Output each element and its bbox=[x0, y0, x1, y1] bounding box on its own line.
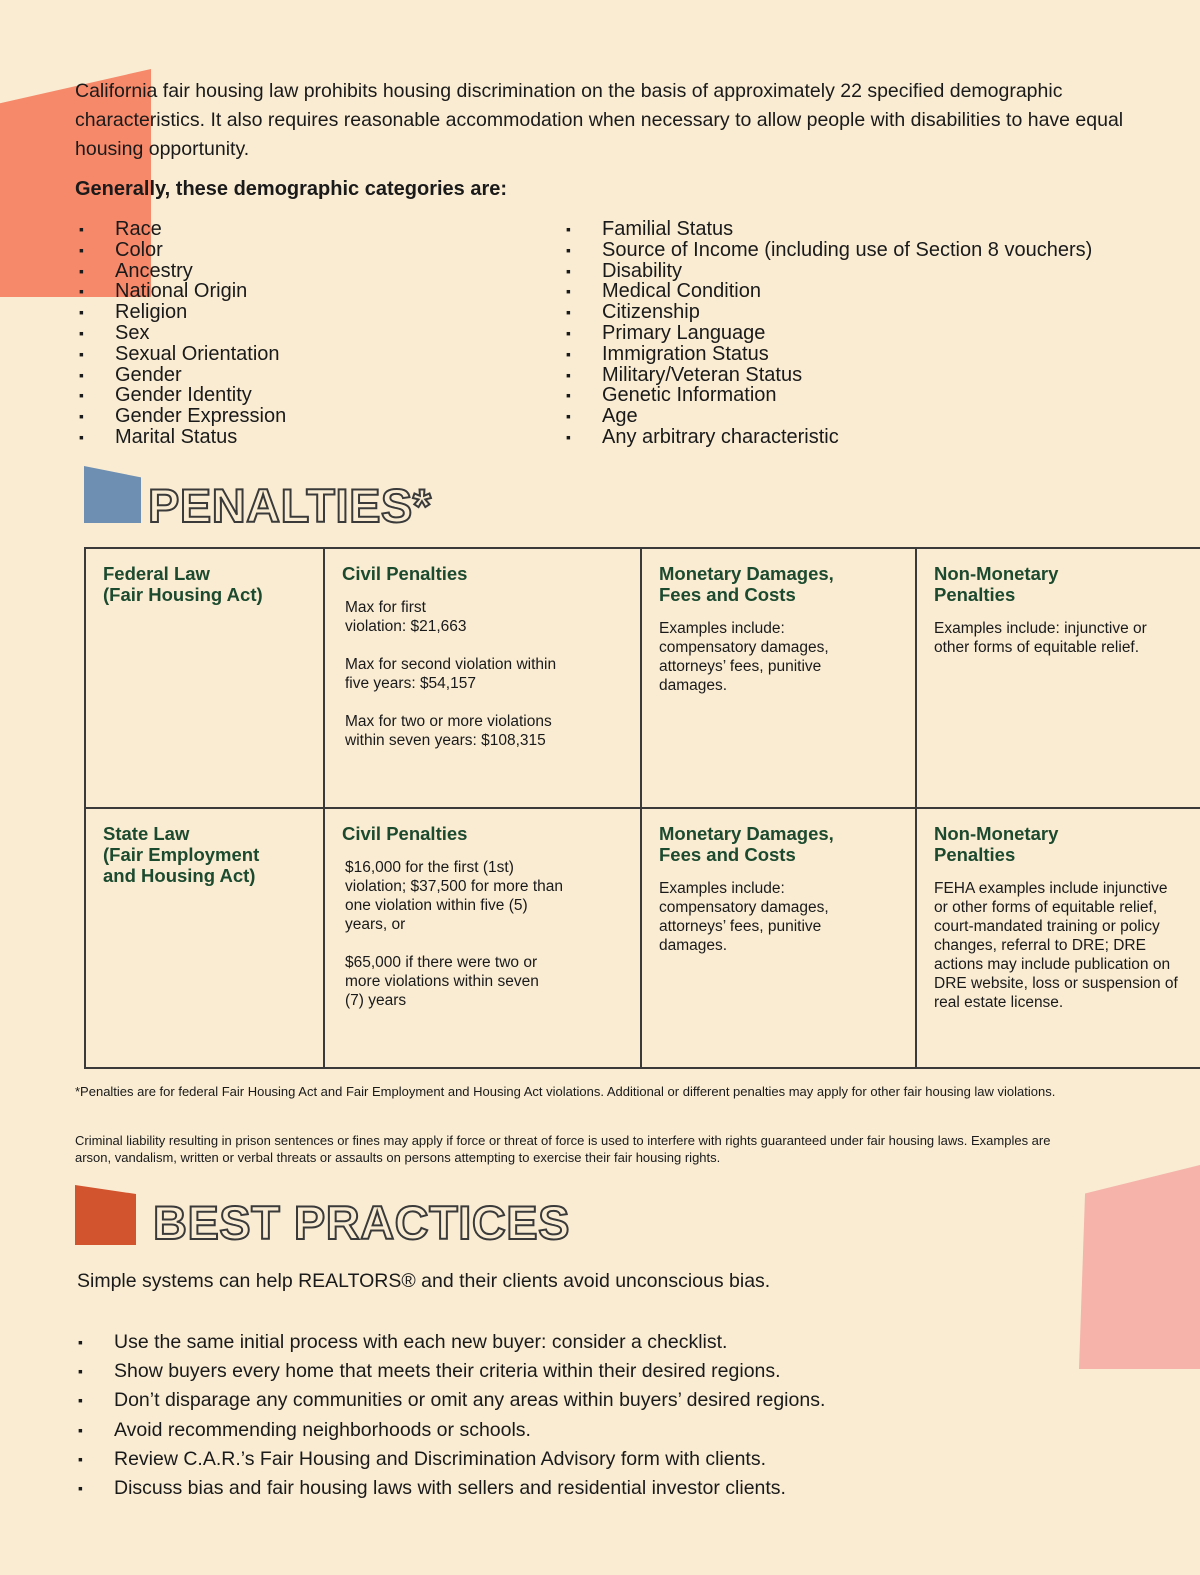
list-item: ▪ Immigration Status bbox=[562, 344, 1092, 365]
list-item: ▪ Familial Status bbox=[562, 219, 1092, 240]
table-row-federal bbox=[85, 548, 1200, 808]
penalties-square-icon bbox=[84, 466, 141, 523]
federal-law-cell bbox=[85, 548, 324, 808]
federal-law-label: Federal Law (Fair Housing Act) bbox=[103, 563, 263, 605]
list-item: ▪ Medical Condition bbox=[562, 281, 1092, 302]
list-item: ▪ Gender bbox=[75, 365, 286, 386]
state-monetary-text: Examples include: compensatory damages, attorneys’ fees, punitive damages. bbox=[659, 880, 829, 954]
list-item: ▪ Military/Veteran Status bbox=[562, 365, 1092, 386]
federal-monetary-text: Examples include: compensatory damages, attorneys’ fees, punitive damages. bbox=[659, 620, 829, 694]
list-item: ▪ Avoid recommending neighborhoods or schools. bbox=[75, 1416, 825, 1445]
federal-nonmonetary-heading: Non-Monetary Penalties bbox=[934, 563, 1059, 605]
list-item: ▪ Sex bbox=[75, 323, 286, 344]
federal-nonmonetary-cell bbox=[916, 548, 1200, 808]
list-item: ▪ Gender Identity bbox=[75, 385, 286, 406]
federal-civil-cell bbox=[324, 548, 641, 808]
intro-paragraph: California fair housing law prohibits housing discrimination on the basis of approximately 22 specified demographic characteristics. It also requires reasonable accommodation when necessary to allow people with disabilities to have equal housing opportunity. bbox=[75, 80, 1124, 160]
list-item: ▪ Review C.A.R.’s Fair Housing and Discrimination Advisory form with clients. bbox=[75, 1445, 825, 1474]
list-item: ▪ Genetic Information bbox=[562, 385, 1092, 406]
federal-civil-second: Max for second violation within five years: $54,157 bbox=[345, 656, 557, 692]
best-practices-title: BEST PRACTICES bbox=[153, 1196, 570, 1249]
best-practices-list bbox=[75, 1328, 825, 1503]
state-nonmonetary-heading: Non-Monetary Penalties bbox=[934, 823, 1059, 865]
state-civil-second: $65,000 if there were two or more violations within seven (7) years bbox=[345, 954, 539, 1009]
table-row-state bbox=[85, 808, 1200, 1068]
list-item: ▪ Marital Status bbox=[75, 427, 286, 448]
penalties-table bbox=[84, 547, 1200, 1069]
criminal-liability-note: Criminal liability resulting in prison sentences or fines may apply if force or threat of force is used to interfere with rights guaranteed under fair housing laws. Examples are arson, vandalism, written or verbal threats or assaults on persons attempting to exercise their fair housing rights. bbox=[75, 1133, 1051, 1165]
list-item: ▪ Source of Income (including use of Section 8 vouchers) bbox=[562, 240, 1092, 261]
federal-civil-heading: Civil Penalties bbox=[342, 563, 468, 584]
state-law-cell bbox=[85, 808, 324, 1068]
penalties-title: PENALTIES* bbox=[148, 479, 432, 532]
list-item: ▪ Discuss bias and fair housing laws with sellers and residential investor clients. bbox=[75, 1474, 825, 1503]
federal-nonmonetary-text: Examples include: injunctive or other forms of equitable relief. bbox=[934, 620, 1147, 656]
list-item: ▪ Don’t disparage any communities or omit any areas within buyers’ desired regions. bbox=[75, 1386, 825, 1415]
categories-list-right bbox=[562, 219, 1092, 448]
list-item: ▪ Sexual Orientation bbox=[75, 344, 286, 365]
federal-civil-first: Max for first violation: $21,663 bbox=[345, 599, 467, 635]
categories-list-left bbox=[75, 219, 286, 448]
state-monetary-heading: Monetary Damages, Fees and Costs bbox=[659, 823, 834, 865]
state-nonmonetary-cell bbox=[916, 808, 1200, 1068]
list-item: ▪ Age bbox=[562, 406, 1092, 427]
categories-heading: Generally, these demographic categories are: bbox=[75, 178, 508, 200]
state-civil-heading: Civil Penalties bbox=[342, 823, 468, 844]
list-item: ▪ Disability bbox=[562, 261, 1092, 282]
state-monetary-cell bbox=[641, 808, 916, 1068]
federal-civil-third: Max for two or more violations within seven years: $108,315 bbox=[345, 713, 552, 749]
list-item: ▪ Any arbitrary characteristic bbox=[562, 427, 1092, 448]
list-item: ▪ National Origin bbox=[75, 281, 286, 302]
penalties-footnote: *Penalties are for federal Fair Housing Act and Fair Employment and Housing Act violations. Additional or different penalties may apply for other fair housing law violations. bbox=[75, 1084, 1056, 1099]
state-law-label: State Law (Fair Employment and Housing Act) bbox=[103, 823, 260, 886]
best-practices-intro: Simple systems can help REALTORS® and their clients avoid unconscious bias. bbox=[77, 1270, 771, 1292]
best-practices-square-icon bbox=[75, 1185, 136, 1245]
list-item: ▪ Show buyers every home that meets their criteria within their desired regions. bbox=[75, 1357, 825, 1386]
federal-monetary-heading: Monetary Damages, Fees and Costs bbox=[659, 563, 834, 605]
list-item: ▪ Citizenship bbox=[562, 302, 1092, 323]
state-civil-first: $16,000 for the first (1st) violation; $37,500 for more than one violation within five (5) years, or bbox=[345, 859, 563, 933]
federal-monetary-cell bbox=[641, 548, 916, 808]
state-nonmonetary-text: FEHA examples include injunctive or other forms of equitable relief, court-mandated training or policy changes, referral to DRE; DRE actions may include publication on DRE website, loss or suspension of real estate license. bbox=[934, 880, 1178, 1011]
list-item: ▪ Color bbox=[75, 240, 286, 261]
list-item: ▪ Race bbox=[75, 219, 286, 240]
list-item: ▪ Religion bbox=[75, 302, 286, 323]
list-item: ▪ Gender Expression bbox=[75, 406, 286, 427]
decorative-pink-shape bbox=[1079, 1165, 1200, 1369]
list-item: ▪ Primary Language bbox=[562, 323, 1092, 344]
list-item: ▪ Ancestry bbox=[75, 261, 286, 282]
list-item: ▪ Use the same initial process with each new buyer: consider a checklist. bbox=[75, 1328, 825, 1357]
state-civil-cell bbox=[324, 808, 641, 1068]
